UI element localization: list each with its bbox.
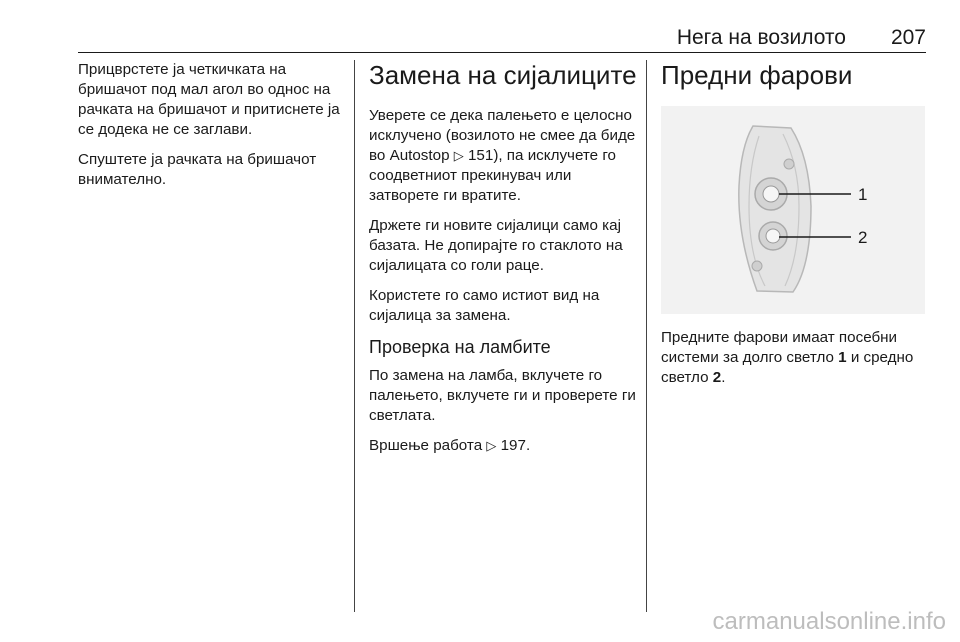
arrow-reference-icon: ▷: [453, 148, 464, 163]
cross-reference-link[interactable]: 151: [467, 147, 494, 164]
running-title: Нега на возилото: [676, 26, 846, 49]
middle-column: [369, 60, 637, 466]
paragraph: Вршење работа ▷ 197.: [369, 437, 531, 454]
paragraph: Спуштете ја рачката на бришачот внимателно.: [78, 151, 317, 188]
paragraph: По замена на ламба, вклучете го палењето, вклучете ги и проверете ги светлата.: [369, 367, 636, 424]
paragraph: Користете го само истиот вид на сијалица за замена.: [369, 287, 600, 324]
section-heading: Замена на сијалиците: [369, 60, 637, 90]
figure-label-1: 1: [858, 185, 868, 204]
arrow-reference-icon: ▷: [486, 438, 497, 453]
page-number: 207: [890, 26, 926, 49]
paragraph: Прицврстете ја четкичката на бришачот под мал агол во однос на рачката на бришачот и притиснете ја се додека не се заглави.: [78, 61, 340, 138]
column-divider: [354, 60, 355, 612]
headlamp-illustration: [661, 106, 925, 314]
section-heading: Предни фарови: [661, 60, 853, 90]
right-column: [661, 60, 927, 398]
paragraph: Држете ги новите сијалици само кај базата. Не допирајте го стаклото на сијалицата со голи раце.: [369, 217, 623, 274]
subsection-heading: Проверка на ламбите: [369, 337, 551, 357]
page-header: [78, 24, 926, 53]
figure-caption: Предните фарови имаат посебни системи за долго светло 1 и средно светло 2.: [661, 329, 914, 386]
paragraph: Уверете се дека палењето е целосно исклучено (возилото не смее да биде во Autostop ▷ 151), па исклучете го соодветниот прекинувач или затворете ги вратите.: [369, 107, 636, 204]
column-divider: [646, 60, 647, 612]
figure-label-2: 2: [858, 228, 868, 247]
left-column: [78, 60, 346, 200]
cross-reference-link[interactable]: 197: [500, 437, 526, 454]
watermark: carmanualsonline.info: [712, 608, 946, 635]
